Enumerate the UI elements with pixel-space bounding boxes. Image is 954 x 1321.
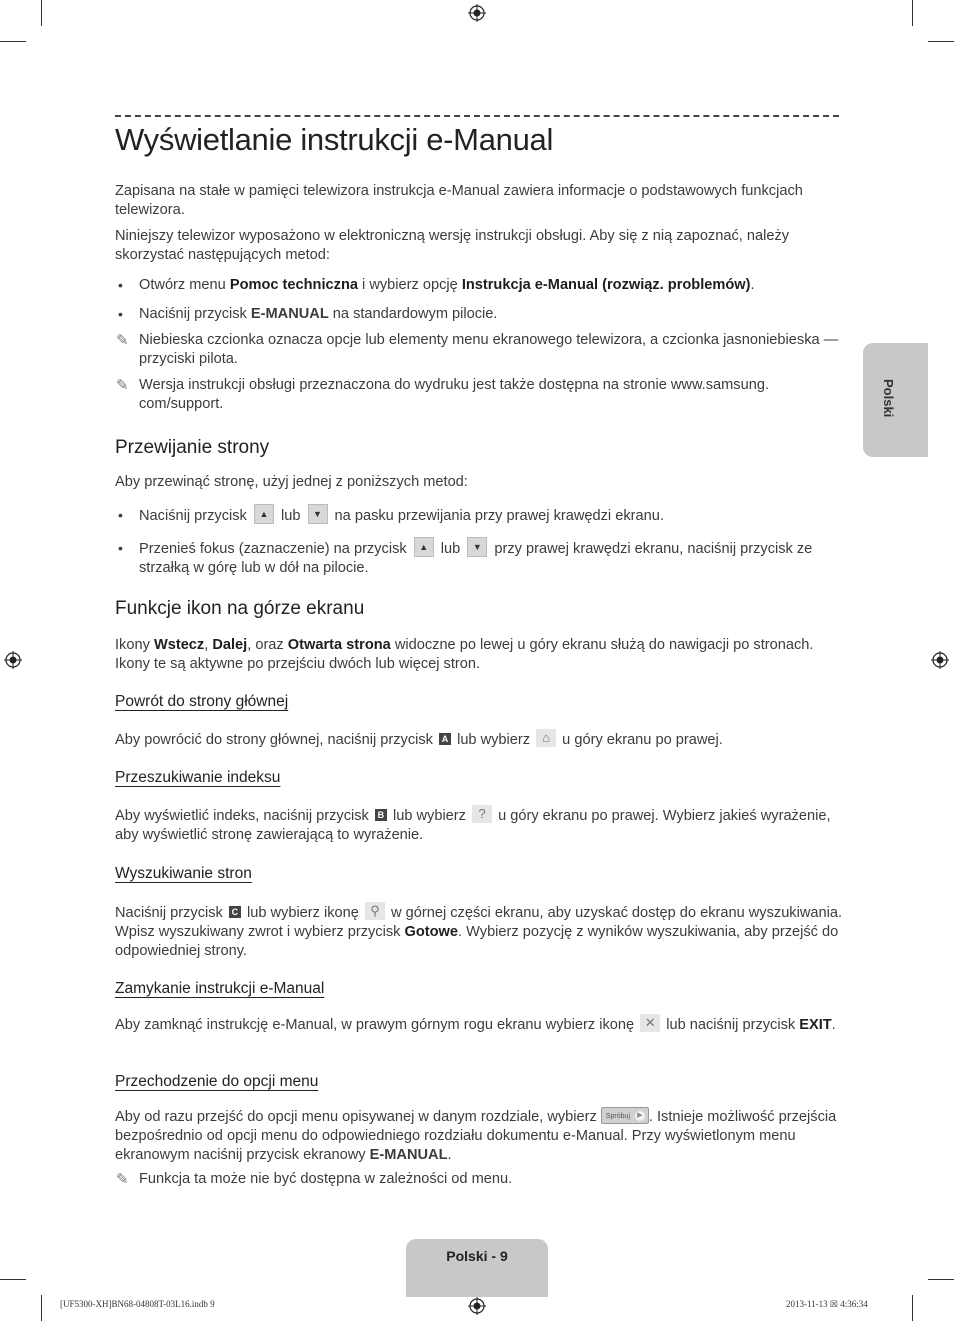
list-item: Przenieś fokus (zaznaczenie) na przycisk ▲ lub ▼ przy prawej krawędzi ekranu, naciśnij przycisk ze strzałką w górę lub w dół na pilocie.	[139, 539, 839, 578]
subsection-heading: Powrót do strony głównej	[115, 693, 289, 710]
home-icon: ⌂	[536, 729, 556, 747]
subsection-heading: Zamykanie instrukcji e-Manual	[115, 980, 325, 997]
print-slug-left: [UF5300-XH]BN68-04808T-03L16.indb 9	[60, 1299, 215, 1309]
index-icon: ?	[472, 805, 492, 823]
print-slug-right: 2013-11-13 ☒ 4:36:34	[786, 1299, 868, 1309]
b-key-icon: B	[375, 809, 387, 821]
paragraph: Aby przewinąć stronę, użyj jednej z poniższych metod:	[115, 474, 468, 490]
paragraph: Naciśnij przycisk C lub wybierz ikonę ⚲ w górnej części ekranu, aby uzyskać dostęp do ekranu wyszukiwania. Wpisz wyszukiwany zwrot i wybierz przycisk Gotowe. Wybierz pozycję z wyników wyszukiwania, aby przejść do odpowiedniej strony.	[115, 903, 843, 959]
registration-mark-icon	[468, 1297, 486, 1315]
note-text: Niebieska czcionka oznacza opcje lub elementy menu ekranowego telewizora, a czcionka jasnoniebieska — przyciski pilota.	[139, 332, 839, 367]
page-number-tab	[406, 1239, 548, 1297]
section-heading: Przewijanie strony	[115, 437, 270, 458]
registration-mark-icon	[4, 651, 22, 669]
note-icon: ✎	[116, 377, 129, 394]
note-text: Wersja instrukcji obsługi przeznaczona do wydruku jest także dostępna na stronie www.samsung. com/support.	[139, 377, 770, 412]
paragraph: Ikony Wstecz, Dalej, oraz Otwarta strona widoczne po lewej u góry ekranu służą do nawigacji po stronach. Ikony te są aktywne po przejściu dwóch lub więcej stron.	[115, 637, 814, 672]
subsection-heading: Przeszukiwanie indeksu	[115, 769, 281, 786]
crop-mark	[0, 41, 26, 42]
scroll-down-icon: ▼	[467, 537, 487, 557]
search-icon: ⚲	[365, 902, 385, 920]
try-button-icon: Spróbuj ▶	[601, 1107, 649, 1124]
scroll-down-icon: ▼	[308, 504, 328, 524]
crop-mark	[912, 0, 913, 26]
paragraph: Aby od razu przejść do opcji menu opisywanej w danym rozdziale, wybierz Spróbuj ▶ . Istnieje możliwość przejścia bezpośrednio od opcji menu do odpowiedniego rozdziału dokumentu e-Manual. Przy wyświetlonym menu ekranowym naciśnij przycisk ekranowy E-MANUAL.	[115, 1108, 843, 1165]
registration-mark-icon	[931, 651, 949, 669]
scroll-up-icon: ▲	[414, 537, 434, 557]
page-title: Wyświetlanie instrukcji e-Manual	[115, 122, 554, 157]
bullet: •	[118, 507, 123, 523]
bullet: •	[118, 306, 123, 322]
bullet: •	[118, 540, 123, 556]
section-heading: Funkcje ikon na górze ekranu	[115, 598, 365, 619]
paragraph: Aby zamknąć instrukcję e-Manual, w prawym górnym rogu ekranu wybierz ikonę ✕ lub naciśnij przycisk EXIT.	[115, 1015, 836, 1033]
paragraph: Aby powrócić do strony głównej, naciśnij przycisk A lub wybierz ⌂ u góry ekranu po prawej.	[115, 730, 723, 748]
note-text: Funkcja ta może nie być dostępna w zależności od menu.	[139, 1171, 513, 1187]
scroll-up-icon: ▲	[254, 504, 274, 524]
registration-mark-icon	[468, 4, 486, 22]
crop-mark	[0, 1279, 26, 1280]
intro-paragraph: Niniejszy telewizor wyposażono w elektroniczną wersję instrukcji obsługi. Aby się z nią zapoznać, należy skorzystać następujących metod:	[115, 228, 790, 263]
crop-mark	[41, 1295, 42, 1321]
crop-mark	[912, 1295, 913, 1321]
paragraph: Aby wyświetlić indeks, naciśnij przycisk B lub wybierz ? u góry ekranu po prawej. Wybierz jakieś wyrażenie, aby wyświetlić stronę zawierającą to wyrażenie.	[115, 806, 831, 843]
bullet: •	[118, 277, 123, 293]
page-number: Polski - 9	[446, 1248, 508, 1264]
title-divider	[115, 115, 839, 117]
note-icon: ✎	[116, 1171, 129, 1188]
language-side-tab: Polski	[863, 343, 928, 457]
subsection-heading: Przechodzenie do opcji menu	[115, 1073, 319, 1090]
list-item: Otwórz menu Pomoc techniczna i wybierz opcję Instrukcja e-Manual (rozwiąz. problemów).	[139, 277, 755, 293]
crop-mark	[41, 0, 42, 26]
c-key-icon: C	[229, 906, 241, 918]
a-key-icon: A	[439, 733, 451, 745]
crop-mark	[928, 41, 954, 42]
list-item: Naciśnij przycisk E-MANUAL na standardowym pilocie.	[139, 306, 498, 322]
note-icon: ✎	[116, 332, 129, 349]
list-item: Naciśnij przycisk ▲ lub ▼ na pasku przewijania przy prawej krawędzi ekranu.	[139, 506, 839, 526]
intro-paragraph: Zapisana na stałe w pamięci telewizora instrukcja e-Manual zawiera informacje o podstawowych funkcjach telewizora.	[115, 183, 803, 218]
subsection-heading: Wyszukiwanie stron	[115, 865, 252, 882]
close-icon: ✕	[640, 1014, 660, 1032]
crop-mark	[928, 1279, 954, 1280]
